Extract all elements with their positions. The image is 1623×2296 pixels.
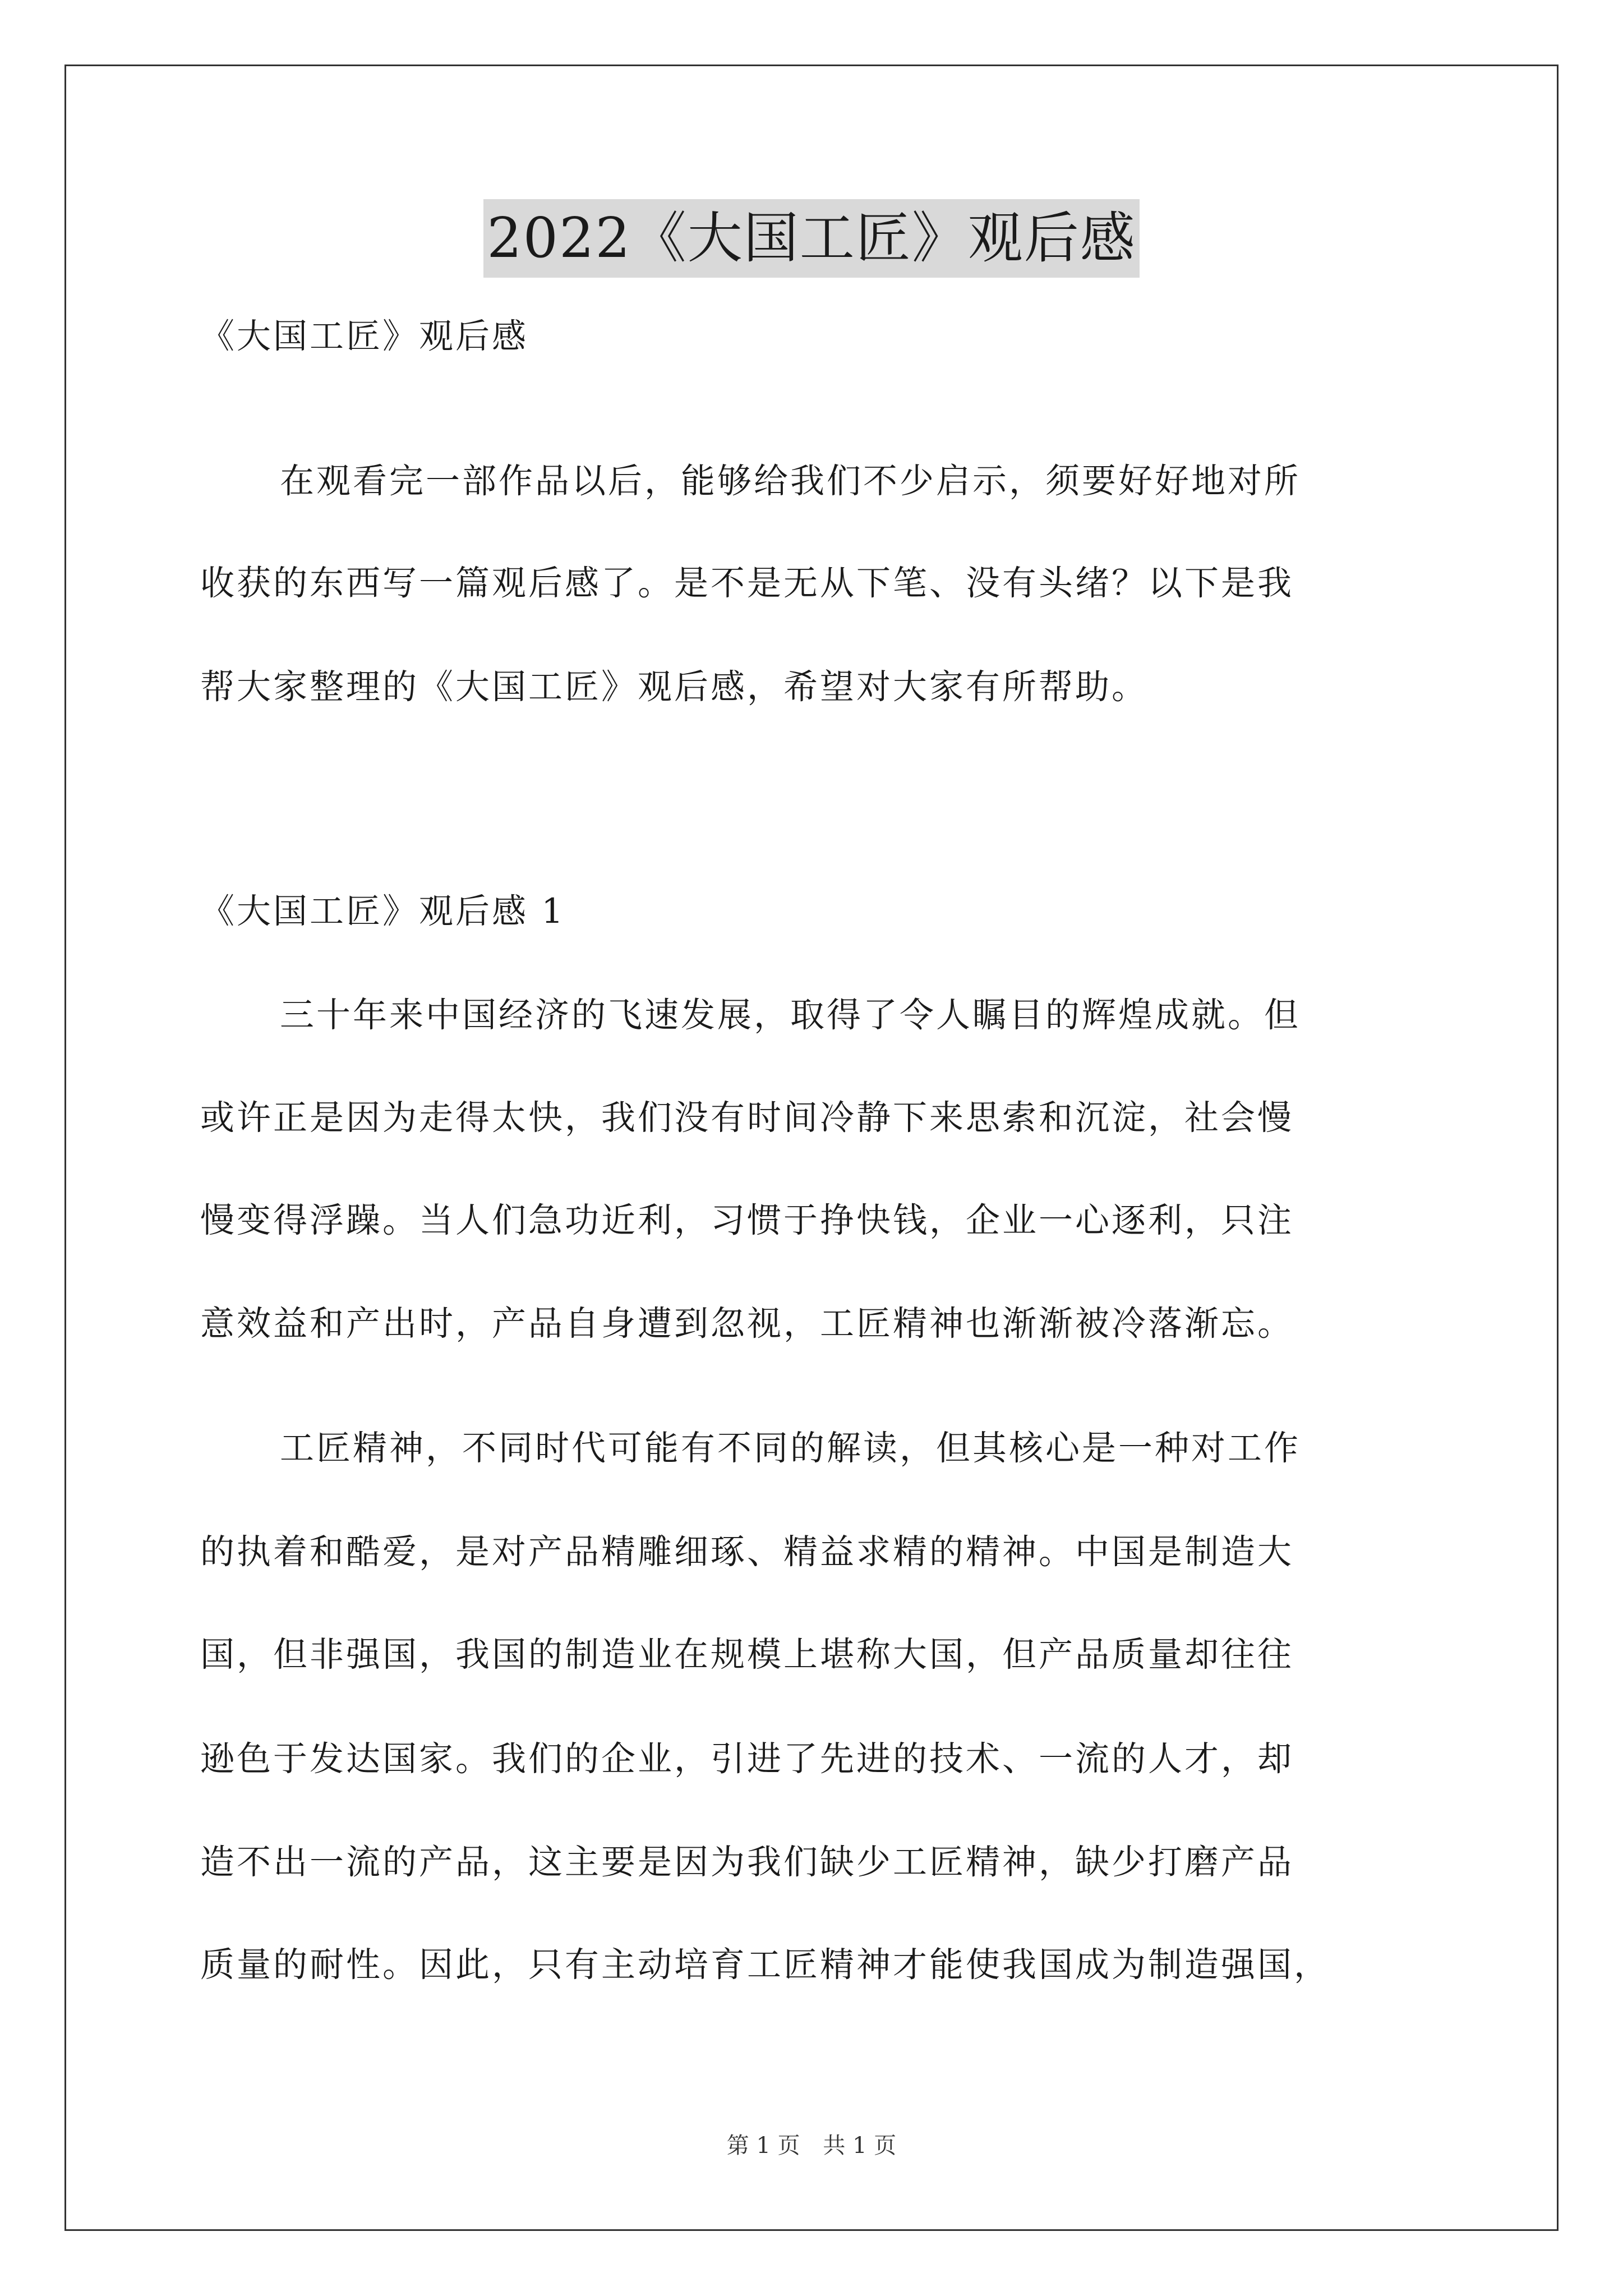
paragraph2-line-5: 造不出一流的产品，这主要是因为我们缺少工匠精神，缺少打磨产品 <box>200 1842 1294 1882</box>
paragraph2-line-6: 质量的耐性。因此，只有主动培育工匠精神才能使我国成为制造强国， <box>200 1945 1331 1985</box>
paragraph1-line-1: 三十年来中国经济的飞速发展，取得了令人瞩目的辉煌成就。但 <box>280 995 1301 1035</box>
paragraph2-line-2: 的执着和酷爱，是对产品精雕细琢、精益求精的精神。中国是制造大 <box>200 1532 1294 1572</box>
intro-line-2: 收获的东西写一篇观后感了。是不是无从下笔、没有头绪？以下是我 <box>200 563 1294 603</box>
title-container <box>0 199 1623 278</box>
document-title: 2022《大国工匠》观后感 <box>483 199 1139 278</box>
paragraph1-line-2: 或许正是因为走得太快，我们没有时间冷静下来思索和沉淀，社会慢 <box>200 1098 1294 1138</box>
paragraph2-line-1: 工匠精神，不同时代可能有不同的解读，但其核心是一种对工作 <box>280 1428 1301 1468</box>
page-border <box>64 65 1559 2231</box>
intro-line-3: 帮大家整理的《大国工匠》观后感，希望对大家有所帮助。 <box>200 667 1149 707</box>
section-heading: 《大国工匠》观后感 1 <box>200 891 566 931</box>
paragraph1-line-3: 慢变得浮躁。当人们急功近利，习惯于挣快钱，企业一心逐利，只注 <box>200 1200 1294 1240</box>
intro-line-1: 在观看完一部作品以后，能够给我们不少启示，须要好好地对所 <box>280 461 1301 501</box>
page-number-total: 共 1 页 <box>823 2133 897 2159</box>
paragraph2-line-3: 国，但非强国，我国的制造业在规模上堪称大国，但产品质量却往往 <box>200 1635 1294 1674</box>
page-number-current: 第 1 页 <box>726 2133 800 2159</box>
paragraph2-line-4: 逊色于发达国家。我们的企业，引进了先进的技术、一流的人才，却 <box>200 1739 1294 1779</box>
paragraph1-line-4: 意效益和产出时，产品自身遭到忽视，工匠精神也渐渐被冷落渐忘。 <box>200 1304 1294 1343</box>
page-footer <box>0 2129 1623 2162</box>
subtitle: 《大国工匠》观后感 <box>200 316 529 356</box>
